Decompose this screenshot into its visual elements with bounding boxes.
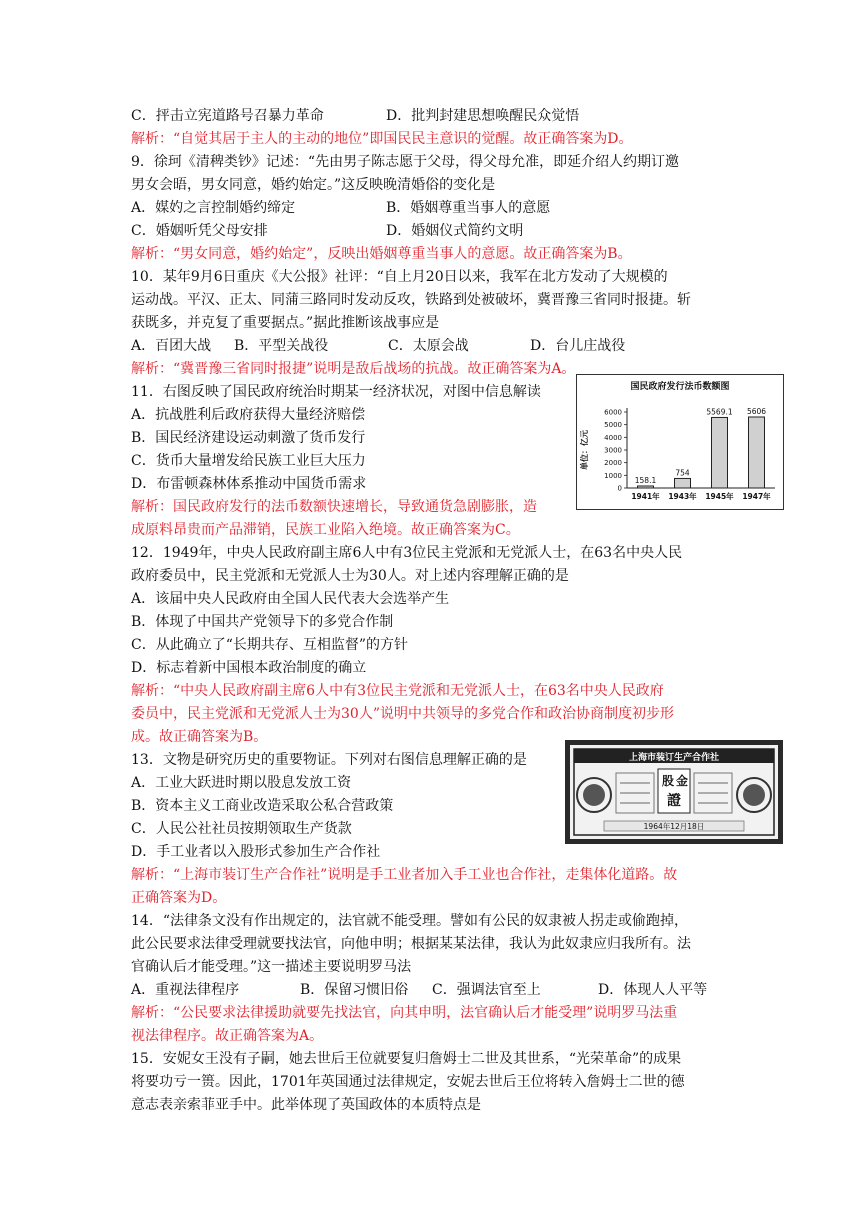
q12-stem: 政府委员中，民主党派和无党派人士为30人。对上述内容理解正确的是 xyxy=(131,568,569,584)
chart-title: 国民政府发行法币数额图 xyxy=(630,382,730,392)
share-certificate-image xyxy=(564,739,784,845)
q12-option-b: B．体现了中国共产党领导下的多党合作制 xyxy=(131,614,394,630)
x-tick-label: 1945年 xyxy=(705,492,734,501)
chart-svg xyxy=(577,375,783,509)
q14-option-b: B．保留习惯旧俗 xyxy=(300,982,409,998)
bar-value-label: 5606 xyxy=(746,406,767,416)
certificate-date: 1964年12月18日 xyxy=(643,822,705,831)
q13-option-a: A．工业大跃进时期以股息发放工资 xyxy=(131,775,352,791)
q9-analysis: 解析：“男女同意，婚约始定”，反映出婚姻尊重当事人的意愿。故正确答案为B。 xyxy=(131,246,632,262)
q9-option-a: A．媒妁之言控制婚约缔定 xyxy=(131,200,296,216)
q9-option-c: C．婚姻听凭父母安排 xyxy=(131,223,268,239)
q14-stem: 官确认后才能受理。”这一描述主要说明罗马法 xyxy=(131,959,412,975)
q9-option-b: B．婚姻尊重当事人的意愿 xyxy=(386,200,551,216)
q12-option-a: A．该届中央人民政府由全国人民代表大会选举产生 xyxy=(131,591,450,607)
q15-stem: 意志表亲索菲亚手中。此举体现了英国政体的本质特点是 xyxy=(131,1097,481,1113)
q14-analysis: 视法律程序。故正确答案为A。 xyxy=(131,1028,324,1044)
q15-stem: 15．安妮女王没有子嗣，她去世后王位就要复归詹姆士二世及其世系，“光荣革命”的成果 xyxy=(131,1051,682,1067)
q13-option-d: D．手工业者以入股形式参加生产合作社 xyxy=(131,844,381,860)
share-certificate-drawing xyxy=(564,739,784,845)
bar xyxy=(638,486,654,488)
q10-stem: 10．某年9月6日重庆《大公报》社评：“自上月20日以来，我军在北方发动了大规模的 xyxy=(131,269,668,285)
q10-option-b: B．平型关战役 xyxy=(234,338,329,354)
bar-value-label: 754 xyxy=(675,468,690,478)
q10-option-a: A．百团大战 xyxy=(131,338,212,354)
q8-option-d: D．批判封建思想唤醒民众觉悟 xyxy=(386,108,580,124)
q14-stem: 14．“法律条文没有作出规定的，法官就不能受理。譬如有公民的奴隶被人拐走或偷跑掉， xyxy=(131,913,688,929)
q14-option-a: A．重视法律程序 xyxy=(131,982,240,998)
q12-analysis: 解析：“中央人民政府副主席6人中有3位民主党派和无党派人士，在63名中央人民政府 xyxy=(131,683,664,699)
q13-analysis: 解析：“上海市装订生产合作社”说明是手工业者加入手工业也合作社，走集体化道路。故 xyxy=(131,867,678,883)
q10-stem: 运动战。平汉、正太、同蒲三路同时发动反攻，铁路到处被破坏，冀晋豫三省同时报捷。斩 xyxy=(131,292,691,308)
y-tick-label: 5000 xyxy=(604,421,622,430)
q11-analysis: 成原料昂贵而产品滞销，民族工业陷入绝境。故正确答案为C。 xyxy=(131,522,520,538)
q12-option-c: C．从此确立了“长期共存、互相监督”的方针 xyxy=(131,637,409,653)
q9-stem: 男女会晤，男女同意，婚约始定。”这反映晚清婚俗的变化是 xyxy=(131,177,496,193)
q13-stem: 13．文物是研究历史的重要物证。下列对右图信息理解正确的是 xyxy=(131,752,527,768)
bar xyxy=(675,478,691,488)
q9-option-d: D．婚姻仪式简约文明 xyxy=(386,223,524,239)
q10-option-d: D．台儿庄战役 xyxy=(530,338,626,354)
x-tick-label: 1943年 xyxy=(668,492,697,501)
bar-value-label: 158.1 xyxy=(634,475,657,485)
q14-stem: 此公民要求法律受理就要找法官，向他申明；根据某某法律，我认为此奴隶应归我所有。法 xyxy=(131,936,691,952)
certificate-org: 上海市装订生产合作社 xyxy=(628,753,720,763)
bar xyxy=(712,417,728,488)
q13-analysis: 正确答案为D。 xyxy=(131,890,227,906)
y-tick-label: 0 xyxy=(617,484,622,493)
chart-y-axis-label: 单位：亿元 xyxy=(580,430,589,470)
q12-analysis: 成。故正确答案为B。 xyxy=(131,729,268,745)
q11-option-d: D．布雷顿森林体系推动中国货币需求 xyxy=(131,476,367,492)
x-tick-label: 1941年 xyxy=(631,492,660,501)
q8-analysis: 解析：“自觉其居于主人的主动的地位”即国民民主意识的觉醒。故正确答案为D。 xyxy=(131,131,633,147)
q15-stem: 将要功亏一篑。因此，1701年英国通过法律规定，安妮去世后王位将转入詹姆士二世的德 xyxy=(131,1074,685,1090)
q12-stem: 12．1949年，中央人民政府副主席6人中有3位民主党派和无党派人士，在63名中央人民 xyxy=(131,545,683,561)
y-tick-label: 4000 xyxy=(604,433,622,442)
bar-value-label: 5569.1 xyxy=(706,407,733,417)
q11-option-c: C．货币大量增发给民族工业巨大压力 xyxy=(131,453,366,469)
q10-stem: 获既多，并克复了重要据点。”据此推断该战事应是 xyxy=(131,315,440,331)
q11-option-a: A．抗战胜利后政府获得大量经济赔偿 xyxy=(131,407,366,423)
y-tick-label: 2000 xyxy=(604,459,622,468)
q14-option-c: C．强调法官至上 xyxy=(432,982,541,998)
q12-analysis: 委员中，民主党派和无党派人士为30人”说明中共领导的多党合作和政治协商制度初步形 xyxy=(131,706,674,722)
q11-option-b: B．国民经济建设运动刺激了货币发行 xyxy=(131,430,366,446)
q11-stem: 11．右图反映了国民政府统治时期某一经济状况，对图中信息解读 xyxy=(131,384,541,400)
q13-option-c: C．人民公社社员按期领取生产货款 xyxy=(131,821,352,837)
q9-stem: 9．徐珂《清稗类钞》记述：“先由男子陈志愿于父母，得父母允准，即延介绍人约期订邀 xyxy=(131,154,680,170)
certificate-title-2: 金 xyxy=(675,774,689,788)
q12-option-d: D．标志着新中国根本政治制度的确立 xyxy=(131,660,367,676)
q13-option-b: B．资本主义工商业改造采取公私合营政策 xyxy=(131,798,394,814)
q14-option-d: D．体现人人平等 xyxy=(598,982,708,998)
certificate-title-1: 股 xyxy=(661,774,675,788)
q11-analysis: 解析：国民政府发行的法币数额快速增长，导致通货急剧膨胀，造 xyxy=(131,499,537,515)
q10-analysis: 解析：“冀晋豫三省同时报捷”说明是敌后战场的抗战。故正确答案为A。 xyxy=(131,361,576,377)
q8-option-c: C．抨击立宪道路号召暴力革命 xyxy=(131,108,324,124)
y-tick-label: 1000 xyxy=(604,471,622,480)
y-tick-label: 3000 xyxy=(604,446,622,455)
certificate-title-3: 證 xyxy=(667,793,681,809)
x-tick-label: 1947年 xyxy=(742,492,771,501)
bar xyxy=(749,417,765,488)
q10-option-c: C．太原会战 xyxy=(388,338,469,354)
y-tick-label: 6000 xyxy=(604,408,622,417)
money-issuance-chart xyxy=(576,374,784,510)
q14-analysis: 解析：“公民要求法律援助就要先找法官，向其申明，法官确认后才能受理”说明罗马法重 xyxy=(131,1005,678,1021)
